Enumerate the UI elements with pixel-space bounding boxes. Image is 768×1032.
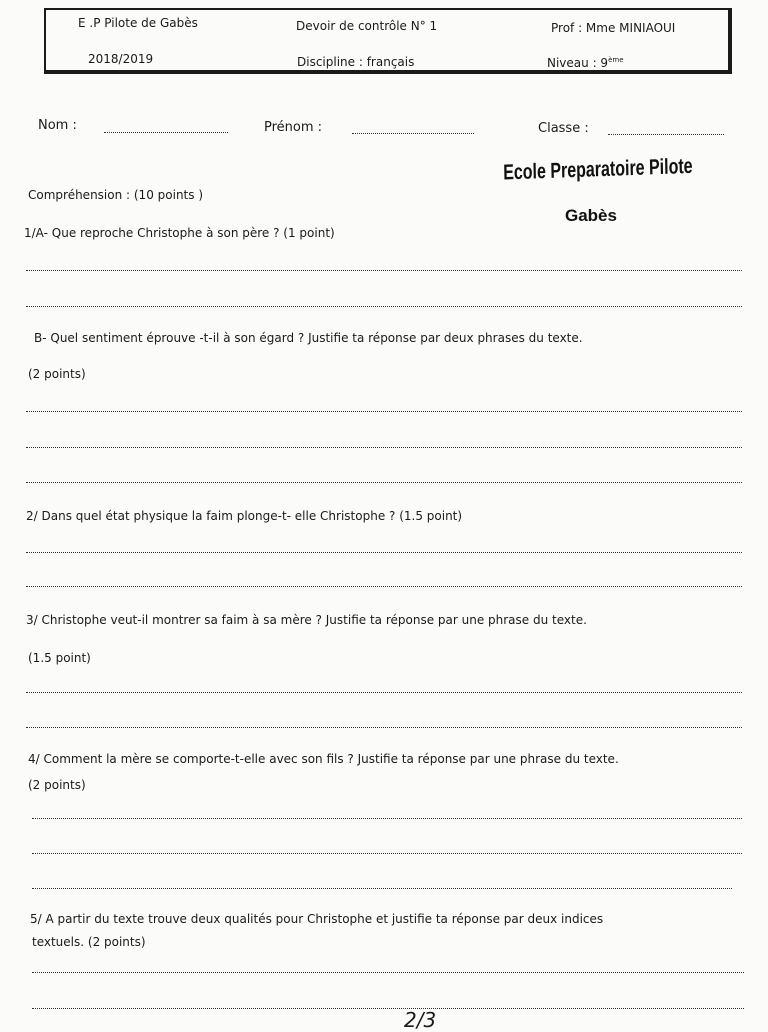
answer-line[interactable] (26, 306, 742, 307)
question-1b: B- Quel sentiment éprouve -t-il à son égard ? Justifie ta réponse par deux phrases du texte. (34, 331, 583, 345)
classe-label: Classe : (538, 121, 589, 136)
level-label: Niveau : 9 (547, 56, 609, 70)
answer-line[interactable] (26, 270, 742, 271)
question-4: 4/ Comment la mère se comporte-t-elle avec son fils ? Justifie ta réponse par une phrase du texte. (28, 752, 619, 766)
teacher-name: Prof : Mme MINIAOUI (551, 21, 676, 35)
answer-line[interactable] (32, 972, 744, 973)
answer-line[interactable] (26, 411, 742, 412)
question-3: 3/ Christophe veut-il montrer sa faim à sa mère ? Justifie ta réponse par une phrase du texte. (26, 613, 587, 627)
exam-title: Devoir de contrôle N° 1 (296, 19, 438, 33)
answer-line[interactable] (32, 888, 732, 889)
page-number: 2/3 (404, 1008, 437, 1032)
answer-line[interactable] (26, 586, 742, 587)
nom-label: Nom : (38, 118, 77, 133)
answer-line[interactable] (32, 1008, 744, 1009)
answer-line[interactable] (32, 853, 742, 854)
answer-line[interactable] (32, 818, 742, 819)
school-stamp-line1: Ecole Preparatoire Pilote (503, 155, 693, 185)
prenom-field[interactable] (352, 133, 474, 134)
question-4-points: (2 points) (28, 778, 86, 792)
question-1b-points: (2 points) (28, 367, 86, 381)
question-1a: 1/A- Que reproche Christophe à son père ? (1 point) (24, 226, 335, 240)
answer-line[interactable] (26, 447, 742, 448)
prenom-label: Prénom : (264, 120, 323, 135)
classe-field[interactable] (608, 134, 724, 135)
answer-line[interactable] (26, 727, 742, 728)
answer-line[interactable] (26, 552, 742, 553)
school-name: E .P Pilote de Gabès (78, 16, 198, 30)
school-year: 2018/2019 (88, 52, 154, 66)
answer-line[interactable] (26, 482, 742, 483)
section-title: Compréhension : (10 points ) (28, 188, 203, 202)
discipline: Discipline : français (297, 55, 415, 69)
nom-field[interactable] (104, 132, 228, 133)
question-2: 2/ Dans quel état physique la faim plonge-t- elle Christophe ? (1.5 point) (26, 509, 463, 523)
school-stamp-line2: Gabès (565, 206, 617, 225)
level (547, 56, 624, 70)
question-5-cont: textuels. (2 points) (32, 935, 146, 949)
question-3-points: (1.5 point) (28, 651, 91, 665)
question-5: 5/ A partir du texte trouve deux qualités pour Christophe et justifie ta réponse par deux indices (30, 912, 604, 926)
level-superscript: ème (608, 56, 624, 64)
answer-line[interactable] (26, 692, 742, 693)
